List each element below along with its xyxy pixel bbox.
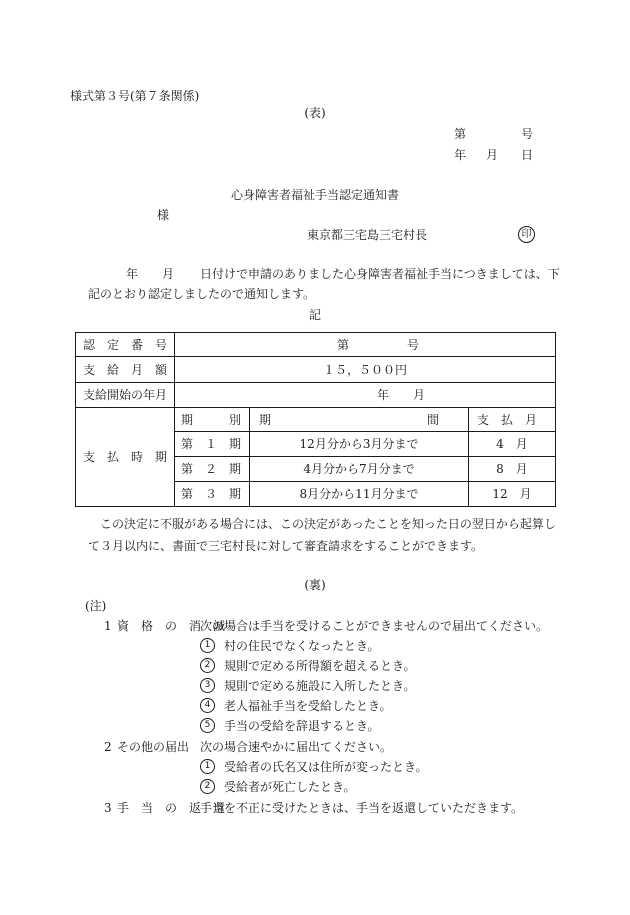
- document-title: 心身障害者福祉手当認定通知書: [230, 188, 399, 202]
- certification-table: [75, 332, 556, 507]
- note-2-item-1-mark: 1: [200, 759, 215, 774]
- note-1-item-4-mark: 4: [200, 698, 215, 713]
- body-line-1: 日付けで申請のありました心身障害者福祉手当につきましては、下: [200, 267, 560, 281]
- note-1-item-1-text: 村の住民でなくなったとき。: [224, 639, 380, 653]
- notes-label: (注): [85, 599, 107, 613]
- note-1-item-3-text: 規則で定める施設に入所したとき。: [224, 679, 416, 693]
- note-1-heading: 資 格 の 消 滅: [117, 619, 226, 633]
- monthly-amount-value: １５，５００円: [322, 362, 407, 377]
- doc-date-day: 日: [521, 148, 534, 162]
- label-monthly-amount: 支 給 月 額: [83, 362, 168, 377]
- note-2-text: 次の場合速やかに届出てください。: [200, 740, 393, 754]
- addressee-suffix: 様: [157, 208, 170, 222]
- note-2-item-2-mark: 2: [200, 779, 215, 794]
- note-1-number: 1: [104, 619, 112, 633]
- note-1-item-5-mark: 5: [200, 718, 215, 733]
- note-3-text: 手当を不正に受けたときは、手当を返還していただきます。: [200, 801, 524, 815]
- doc-date-month: 月: [486, 148, 499, 162]
- note-1-item-2-mark: 2: [200, 658, 215, 673]
- note-3-number: 3: [104, 801, 112, 815]
- row-1-term: 第 １ 期: [181, 437, 242, 451]
- note-2-number: 2: [104, 740, 112, 754]
- body-year: 年: [126, 267, 139, 281]
- row-3-period: 8月分から11月分まで: [299, 487, 419, 501]
- row-3-month: 12 月: [492, 487, 532, 501]
- row-1-period: 12月分から3月分まで: [299, 437, 419, 451]
- note-1-item-3-mark: 3: [200, 678, 215, 693]
- note-2-item-1-text: 受給者の氏名又は住所が変ったとき。: [224, 760, 428, 774]
- doc-number-suffix: 号: [521, 127, 534, 141]
- appeal-line-1: この決定に不服がある場合には、この決定があったことを知った日の翌日から起算し: [100, 517, 556, 531]
- seal-icon: 印: [518, 226, 535, 243]
- note-3-heading: 手 当 の 返 還: [117, 801, 226, 815]
- note-1-item-1-mark: 1: [200, 638, 215, 653]
- start-month-month: 月: [413, 387, 426, 402]
- ki-label: 記: [308, 308, 321, 322]
- row-2-term: 第 ２ 期: [181, 462, 242, 476]
- body-line-2: 記のとおり認定しましたので通知します。: [88, 287, 316, 301]
- doc-number-prefix: 第: [454, 127, 467, 141]
- row-1-month: 4 月: [496, 437, 528, 451]
- row-2-month: 8 月: [496, 462, 528, 476]
- label-payment-period: 支 払 時 期: [83, 450, 168, 464]
- note-1-item-2-text: 規則で定める所得額を超えるとき。: [224, 659, 416, 673]
- header-pay-month: 支 払 月: [477, 412, 538, 427]
- start-month-year: 年: [377, 387, 390, 402]
- header-period-left: 期: [259, 412, 272, 427]
- note-2-item-2-text: 受給者が死亡したとき。: [224, 780, 356, 794]
- front-label: (表): [304, 106, 326, 120]
- body-month: 月: [162, 267, 175, 281]
- note-1-text: 次の場合は手当を受けることができませんので届出てください。: [200, 619, 549, 633]
- back-label: (裏): [304, 578, 326, 592]
- note-2-heading: その他の届出: [117, 740, 190, 754]
- label-cert-number: 認 定 番 号: [83, 337, 168, 352]
- note-1-item-5-text: 手当の受給を辞退するとき。: [224, 719, 380, 733]
- row-2-period: 4月分から7月分まで: [303, 462, 415, 476]
- issuer-name: 東京都三宅島三宅村長: [307, 228, 428, 242]
- doc-date-year: 年: [454, 148, 467, 162]
- cert-number-suffix: 号: [407, 337, 420, 352]
- cert-number-prefix: 第: [337, 337, 350, 352]
- row-3-term: 第 ３ 期: [181, 487, 242, 501]
- label-start-month: 支給開始の年月: [83, 387, 168, 402]
- header-term: 期 別: [181, 412, 242, 427]
- note-1-item-4-text: 老人福祉手当を受給したとき。: [224, 699, 392, 713]
- form-number: 様式第３号(第７条関係): [70, 89, 200, 103]
- header-period-right: 間: [427, 412, 440, 427]
- appeal-line-2: て３月以内に、書面で三宅村長に対して審査請求をすることができます。: [88, 539, 484, 553]
